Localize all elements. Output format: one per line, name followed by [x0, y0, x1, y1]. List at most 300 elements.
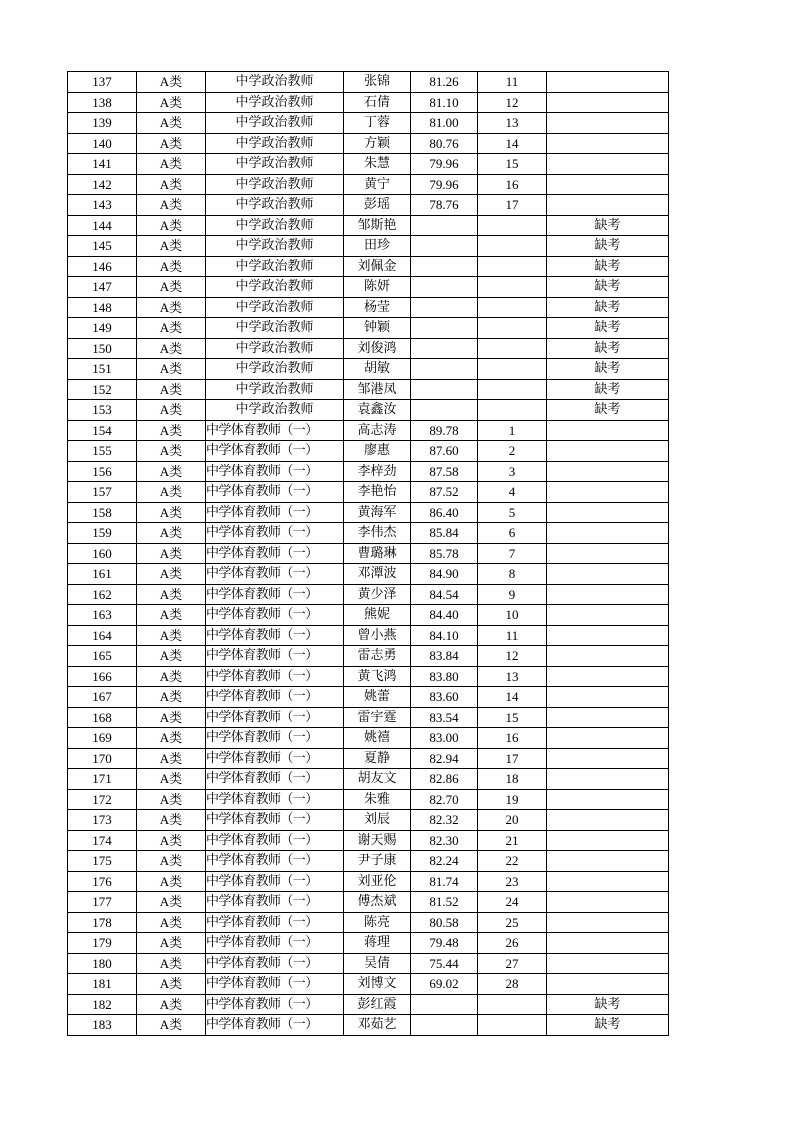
remark-cell: [547, 687, 669, 708]
sequence-cell: 148: [68, 297, 137, 318]
candidate-name-cell: 刘辰: [344, 810, 411, 831]
table-row: [68, 338, 669, 359]
category-cell: A类: [137, 72, 206, 93]
category-cell: A类: [137, 502, 206, 523]
remark-cell: 缺考: [547, 256, 669, 277]
score-cell: [411, 994, 478, 1015]
category-cell: A类: [137, 810, 206, 831]
rank-cell: 18: [478, 769, 547, 790]
table-row: [68, 543, 669, 564]
rank-cell: 25: [478, 912, 547, 933]
remark-cell: [547, 748, 669, 769]
sequence-cell: 141: [68, 154, 137, 175]
sequence-cell: 182: [68, 994, 137, 1015]
position-cell: 中学体育教师（一）: [206, 502, 344, 523]
remark-cell: [547, 933, 669, 954]
remark-cell: 缺考: [547, 400, 669, 421]
candidate-name-cell: 尹子康: [344, 851, 411, 872]
score-cell: 82.32: [411, 810, 478, 831]
score-cell: 84.54: [411, 584, 478, 605]
position-cell: 中学政治教师: [206, 195, 344, 216]
candidate-name-cell: 姚禧: [344, 728, 411, 749]
sequence-cell: 163: [68, 605, 137, 626]
rank-cell: 11: [478, 72, 547, 93]
table-row: [68, 666, 669, 687]
rank-cell: 15: [478, 707, 547, 728]
category-cell: A类: [137, 974, 206, 995]
rank-cell: [478, 318, 547, 339]
category-cell: A类: [137, 277, 206, 298]
table-row: [68, 646, 669, 667]
candidate-name-cell: 杨莹: [344, 297, 411, 318]
position-cell: 中学体育教师（一）: [206, 851, 344, 872]
category-cell: A类: [137, 871, 206, 892]
candidate-name-cell: 刘俊鸿: [344, 338, 411, 359]
score-cell: [411, 236, 478, 257]
remark-cell: 缺考: [547, 359, 669, 380]
sequence-cell: 139: [68, 113, 137, 134]
position-cell: 中学政治教师: [206, 318, 344, 339]
position-cell: 中学政治教师: [206, 297, 344, 318]
sequence-cell: 153: [68, 400, 137, 421]
sequence-cell: 142: [68, 174, 137, 195]
score-cell: 82.24: [411, 851, 478, 872]
table-row: [68, 133, 669, 154]
category-cell: A类: [137, 666, 206, 687]
sequence-cell: 178: [68, 912, 137, 933]
remark-cell: 缺考: [547, 215, 669, 236]
remark-cell: [547, 564, 669, 585]
score-cell: [411, 297, 478, 318]
table-row: [68, 297, 669, 318]
sequence-cell: 144: [68, 215, 137, 236]
remark-cell: [547, 953, 669, 974]
remark-cell: [547, 789, 669, 810]
rank-cell: [478, 994, 547, 1015]
table-row: [68, 215, 669, 236]
score-cell: 85.78: [411, 543, 478, 564]
remark-cell: [547, 420, 669, 441]
position-cell: 中学体育教师（一）: [206, 892, 344, 913]
score-cell: 81.74: [411, 871, 478, 892]
category-cell: A类: [137, 236, 206, 257]
rank-cell: 12: [478, 646, 547, 667]
remark-cell: [547, 605, 669, 626]
score-cell: [411, 215, 478, 236]
rank-cell: 10: [478, 605, 547, 626]
table-row: [68, 441, 669, 462]
candidate-name-cell: 彭红霞: [344, 994, 411, 1015]
rank-cell: 20: [478, 810, 547, 831]
table-row: [68, 871, 669, 892]
category-cell: A类: [137, 420, 206, 441]
position-cell: 中学体育教师（一）: [206, 974, 344, 995]
category-cell: A类: [137, 728, 206, 749]
remark-cell: [547, 974, 669, 995]
category-cell: A类: [137, 318, 206, 339]
table-row: [68, 728, 669, 749]
position-cell: 中学政治教师: [206, 154, 344, 175]
category-cell: A类: [137, 441, 206, 462]
table-row: [68, 195, 669, 216]
score-cell: 81.10: [411, 92, 478, 113]
sequence-cell: 151: [68, 359, 137, 380]
position-cell: 中学政治教师: [206, 92, 344, 113]
table-row: [68, 502, 669, 523]
table-row: [68, 933, 669, 954]
position-cell: 中学体育教师（一）: [206, 830, 344, 851]
position-cell: 中学体育教师（一）: [206, 666, 344, 687]
table-row: [68, 912, 669, 933]
table-row: [68, 851, 669, 872]
candidate-name-cell: 朱雅: [344, 789, 411, 810]
remark-cell: [547, 851, 669, 872]
rank-cell: 24: [478, 892, 547, 913]
position-cell: 中学体育教师（一）: [206, 769, 344, 790]
table-row: [68, 974, 669, 995]
rank-cell: 21: [478, 830, 547, 851]
position-cell: 中学体育教师（一）: [206, 420, 344, 441]
category-cell: A类: [137, 892, 206, 913]
position-cell: 中学政治教师: [206, 133, 344, 154]
sequence-cell: 161: [68, 564, 137, 585]
position-cell: 中学体育教师（一）: [206, 482, 344, 503]
position-cell: 中学体育教师（一）: [206, 871, 344, 892]
sequence-cell: 175: [68, 851, 137, 872]
candidate-name-cell: 朱慧: [344, 154, 411, 175]
results-table-body: [68, 72, 669, 1036]
sequence-cell: 169: [68, 728, 137, 749]
table-row: [68, 482, 669, 503]
remark-cell: [547, 810, 669, 831]
position-cell: 中学体育教师（一）: [206, 748, 344, 769]
table-row: [68, 953, 669, 974]
sequence-cell: 152: [68, 379, 137, 400]
table-row: [68, 994, 669, 1015]
category-cell: A类: [137, 543, 206, 564]
sequence-cell: 168: [68, 707, 137, 728]
sequence-cell: 145: [68, 236, 137, 257]
table-row: [68, 72, 669, 93]
position-cell: 中学体育教师（一）: [206, 789, 344, 810]
candidate-name-cell: 熊妮: [344, 605, 411, 626]
score-cell: 82.94: [411, 748, 478, 769]
sequence-cell: 146: [68, 256, 137, 277]
position-cell: 中学体育教师（一）: [206, 687, 344, 708]
score-cell: 81.26: [411, 72, 478, 93]
sequence-cell: 171: [68, 769, 137, 790]
category-cell: A类: [137, 584, 206, 605]
table-row: [68, 789, 669, 810]
candidate-name-cell: 夏静: [344, 748, 411, 769]
remark-cell: 缺考: [547, 236, 669, 257]
rank-cell: 9: [478, 584, 547, 605]
category-cell: A类: [137, 830, 206, 851]
remark-cell: [547, 584, 669, 605]
candidate-name-cell: 钟颖: [344, 318, 411, 339]
remark-cell: [547, 461, 669, 482]
category-cell: A类: [137, 789, 206, 810]
category-cell: A类: [137, 851, 206, 872]
table-row: [68, 420, 669, 441]
candidate-name-cell: 李梓劲: [344, 461, 411, 482]
candidate-name-cell: 邹港凤: [344, 379, 411, 400]
category-cell: A类: [137, 133, 206, 154]
category-cell: A类: [137, 174, 206, 195]
rank-cell: 17: [478, 748, 547, 769]
remark-cell: [547, 646, 669, 667]
score-cell: 83.60: [411, 687, 478, 708]
table-row: [68, 256, 669, 277]
category-cell: A类: [137, 359, 206, 380]
category-cell: A类: [137, 154, 206, 175]
position-cell: 中学体育教师（一）: [206, 584, 344, 605]
candidate-name-cell: 黄飞鸿: [344, 666, 411, 687]
sequence-cell: 167: [68, 687, 137, 708]
position-cell: 中学政治教师: [206, 174, 344, 195]
table-row: [68, 277, 669, 298]
position-cell: 中学政治教师: [206, 277, 344, 298]
score-cell: 83.54: [411, 707, 478, 728]
category-cell: A类: [137, 769, 206, 790]
position-cell: 中学体育教师（一）: [206, 646, 344, 667]
candidate-name-cell: 吴倩: [344, 953, 411, 974]
table-row: [68, 379, 669, 400]
candidate-name-cell: 李伟杰: [344, 523, 411, 544]
candidate-name-cell: 陈妍: [344, 277, 411, 298]
candidate-name-cell: 胡友文: [344, 769, 411, 790]
rank-cell: [478, 359, 547, 380]
candidate-name-cell: 刘亚伦: [344, 871, 411, 892]
rank-cell: 11: [478, 625, 547, 646]
rank-cell: [478, 338, 547, 359]
category-cell: A类: [137, 953, 206, 974]
position-cell: 中学体育教师（一）: [206, 912, 344, 933]
remark-cell: [547, 154, 669, 175]
candidate-name-cell: 曾小燕: [344, 625, 411, 646]
sequence-cell: 165: [68, 646, 137, 667]
position-cell: 中学体育教师（一）: [206, 625, 344, 646]
position-cell: 中学体育教师（一）: [206, 461, 344, 482]
rank-cell: 14: [478, 133, 547, 154]
position-cell: 中学政治教师: [206, 256, 344, 277]
candidate-name-cell: 陈亮: [344, 912, 411, 933]
candidate-name-cell: 高志涛: [344, 420, 411, 441]
remark-cell: 缺考: [547, 1015, 669, 1036]
score-cell: 80.58: [411, 912, 478, 933]
score-cell: 87.60: [411, 441, 478, 462]
position-cell: 中学政治教师: [206, 400, 344, 421]
position-cell: 中学体育教师（一）: [206, 605, 344, 626]
position-cell: 中学体育教师（一）: [206, 933, 344, 954]
score-cell: [411, 318, 478, 339]
sequence-cell: 160: [68, 543, 137, 564]
remark-cell: 缺考: [547, 338, 669, 359]
category-cell: A类: [137, 912, 206, 933]
remark-cell: [547, 113, 669, 134]
score-cell: 75.44: [411, 953, 478, 974]
score-cell: 82.30: [411, 830, 478, 851]
position-cell: 中学体育教师（一）: [206, 564, 344, 585]
table-row: [68, 625, 669, 646]
category-cell: A类: [137, 215, 206, 236]
table-row: [68, 892, 669, 913]
sequence-cell: 140: [68, 133, 137, 154]
table-row: [68, 810, 669, 831]
position-cell: 中学体育教师（一）: [206, 728, 344, 749]
category-cell: A类: [137, 994, 206, 1015]
rank-cell: 22: [478, 851, 547, 872]
table-row: [68, 113, 669, 134]
table-row: [68, 174, 669, 195]
rank-cell: 6: [478, 523, 547, 544]
table-row: [68, 707, 669, 728]
candidate-name-cell: 邓茹艺: [344, 1015, 411, 1036]
sequence-cell: 156: [68, 461, 137, 482]
score-cell: [411, 400, 478, 421]
rank-cell: 16: [478, 174, 547, 195]
candidate-name-cell: 邹斯艳: [344, 215, 411, 236]
score-cell: 78.76: [411, 195, 478, 216]
position-cell: 中学体育教师（一）: [206, 523, 344, 544]
remark-cell: [547, 871, 669, 892]
table-row: [68, 564, 669, 585]
remark-cell: [547, 92, 669, 113]
table-row: [68, 461, 669, 482]
table-row: [68, 1015, 669, 1036]
sequence-cell: 176: [68, 871, 137, 892]
candidate-name-cell: 刘佩金: [344, 256, 411, 277]
score-cell: [411, 338, 478, 359]
rank-cell: [478, 297, 547, 318]
rank-cell: 17: [478, 195, 547, 216]
position-cell: 中学体育教师（一）: [206, 707, 344, 728]
score-cell: 79.48: [411, 933, 478, 954]
table-row: [68, 154, 669, 175]
rank-cell: [478, 1015, 547, 1036]
position-cell: 中学政治教师: [206, 215, 344, 236]
table-row: [68, 830, 669, 851]
score-cell: 84.40: [411, 605, 478, 626]
table-row: [68, 400, 669, 421]
category-cell: A类: [137, 646, 206, 667]
score-cell: [411, 379, 478, 400]
position-cell: 中学体育教师（一）: [206, 441, 344, 462]
remark-cell: [547, 830, 669, 851]
score-cell: 84.10: [411, 625, 478, 646]
score-cell: 85.84: [411, 523, 478, 544]
score-cell: 84.90: [411, 564, 478, 585]
candidate-name-cell: 曹璐琳: [344, 543, 411, 564]
remark-cell: [547, 625, 669, 646]
position-cell: 中学政治教师: [206, 338, 344, 359]
candidate-name-cell: 傅杰斌: [344, 892, 411, 913]
remark-cell: 缺考: [547, 318, 669, 339]
candidate-name-cell: 蒋理: [344, 933, 411, 954]
position-cell: 中学体育教师（一）: [206, 810, 344, 831]
candidate-name-cell: 邓潭波: [344, 564, 411, 585]
category-cell: A类: [137, 256, 206, 277]
remark-cell: 缺考: [547, 277, 669, 298]
remark-cell: [547, 482, 669, 503]
rank-cell: 7: [478, 543, 547, 564]
category-cell: A类: [137, 605, 206, 626]
category-cell: A类: [137, 564, 206, 585]
position-cell: 中学政治教师: [206, 113, 344, 134]
category-cell: A类: [137, 707, 206, 728]
score-cell: 81.52: [411, 892, 478, 913]
score-cell: 89.78: [411, 420, 478, 441]
sequence-cell: 180: [68, 953, 137, 974]
position-cell: 中学体育教师（一）: [206, 994, 344, 1015]
remark-cell: [547, 666, 669, 687]
candidate-name-cell: 黄少泽: [344, 584, 411, 605]
score-cell: 87.58: [411, 461, 478, 482]
sequence-cell: 166: [68, 666, 137, 687]
score-cell: [411, 1015, 478, 1036]
candidate-name-cell: 袁鑫汝: [344, 400, 411, 421]
category-cell: A类: [137, 92, 206, 113]
rank-cell: 19: [478, 789, 547, 810]
rank-cell: 12: [478, 92, 547, 113]
sequence-cell: 181: [68, 974, 137, 995]
category-cell: A类: [137, 625, 206, 646]
score-cell: 86.40: [411, 502, 478, 523]
category-cell: A类: [137, 338, 206, 359]
category-cell: A类: [137, 523, 206, 544]
category-cell: A类: [137, 195, 206, 216]
score-cell: 81.00: [411, 113, 478, 134]
position-cell: 中学政治教师: [206, 72, 344, 93]
rank-cell: 16: [478, 728, 547, 749]
score-cell: 83.00: [411, 728, 478, 749]
remark-cell: [547, 523, 669, 544]
rank-cell: 1: [478, 420, 547, 441]
rank-cell: 28: [478, 974, 547, 995]
remark-cell: 缺考: [547, 297, 669, 318]
candidate-name-cell: 黄海军: [344, 502, 411, 523]
sequence-cell: 147: [68, 277, 137, 298]
remark-cell: [547, 502, 669, 523]
rank-cell: [478, 277, 547, 298]
rank-cell: 2: [478, 441, 547, 462]
candidate-name-cell: 廖惠: [344, 441, 411, 462]
position-cell: 中学体育教师（一）: [206, 543, 344, 564]
sequence-cell: 137: [68, 72, 137, 93]
candidate-name-cell: 谢天赐: [344, 830, 411, 851]
category-cell: A类: [137, 461, 206, 482]
remark-cell: [547, 72, 669, 93]
score-sheet: [67, 71, 669, 1036]
table-row: [68, 318, 669, 339]
rank-cell: 26: [478, 933, 547, 954]
table-row: [68, 359, 669, 380]
category-cell: A类: [137, 933, 206, 954]
sequence-cell: 170: [68, 748, 137, 769]
rank-cell: 14: [478, 687, 547, 708]
candidate-name-cell: 石倩: [344, 92, 411, 113]
table-row: [68, 523, 669, 544]
candidate-name-cell: 刘博文: [344, 974, 411, 995]
table-row: [68, 92, 669, 113]
rank-cell: 27: [478, 953, 547, 974]
sequence-cell: 173: [68, 810, 137, 831]
score-cell: 80.76: [411, 133, 478, 154]
category-cell: A类: [137, 400, 206, 421]
position-cell: 中学政治教师: [206, 236, 344, 257]
score-cell: 69.02: [411, 974, 478, 995]
candidate-name-cell: 李艳怡: [344, 482, 411, 503]
